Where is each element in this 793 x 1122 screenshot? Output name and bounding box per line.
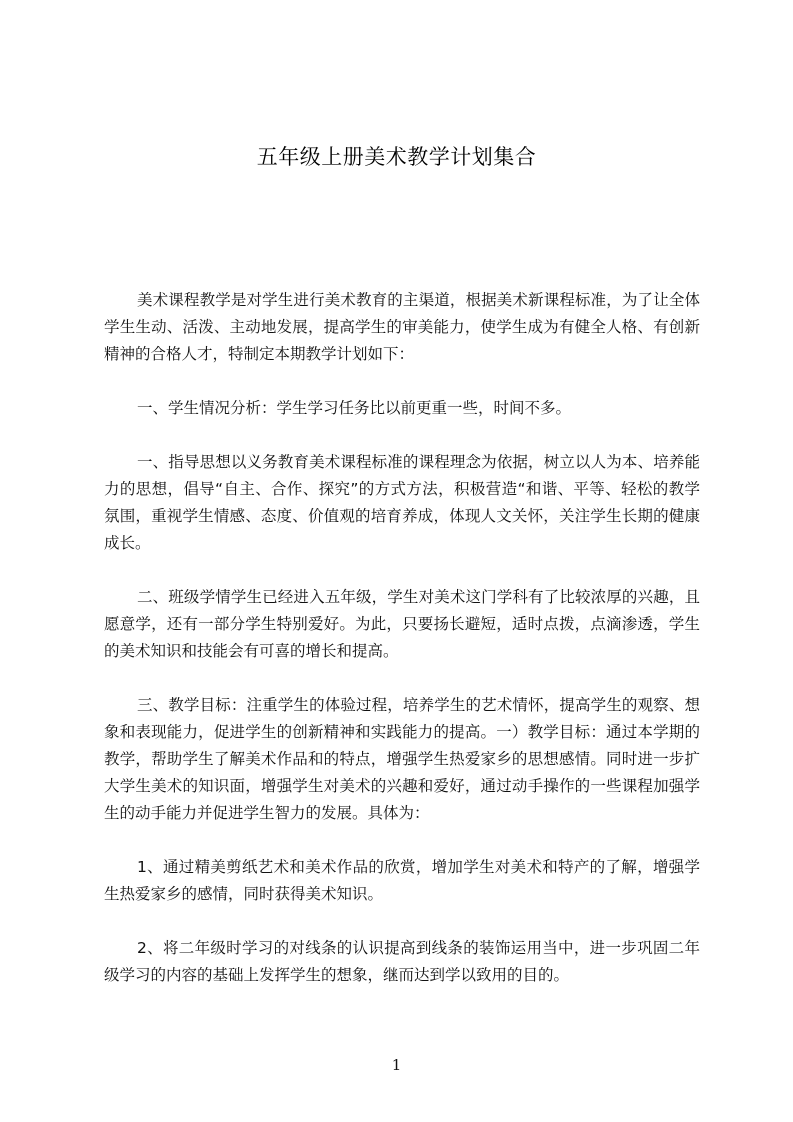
paragraph-class-situation: 二、班级学情学生已经进入五年级，学生对美术这门学科有了比较浓厚的兴趣，且愿意学，还有一部分学生特别爱好。为此，只要扬长避短，适时点拨，点滴渗透，学生的美术知识和技能会有可喜的增长和提高。 [104, 588, 700, 660]
document-body [104, 287, 700, 989]
paragraph-goal-1: 1、通过精美剪纸艺术和美术作品的欣赏，增加学生对美术和特产的了解，增强学生热爱家乡的感情，同时获得美术知识。 [104, 858, 700, 903]
paragraph-intro: 美术课程教学是对学生进行美术教育的主渠道，根据美术新课程标准，为了让全体学生生动、活泼、主动地发展，提高学生的审美能力，使学生成为有健全人格、有创新精神的合格人才，特制定本期教学计划如下： [104, 291, 700, 363]
paragraph-guiding-ideology: 一、指导思想以义务教育美术课程标准的课程理念为依据，树立以人为本、培养能力的思想，倡导“自主、合作、探究”的方式方法，积极营造“和谐、平等、轻松的教学氛围，重视学生情感、态度、价值观的培育养成，体现人文关怀，关注学生长期的健康成长。 [104, 453, 700, 552]
paragraph-teaching-goals: 三、教学目标：注重学生的体验过程，培养学生的艺术情怀，提高学生的观察、想象和表现能力，促进学生的创新精神和实践能力的提高。一）教学目标：通过本学期的教学，帮助学生了解美术作品和的特点，增强学生热爱家乡的思想感情。同时进一步扩大学生美术的知识面，增强学生对美术的兴趣和爱好，通过动手操作的一些课程加强学生的动手能力并促进学生智力的发展。具体为： [104, 696, 700, 822]
document-title: 五年级上册美术教学计划集合 [256, 145, 537, 169]
paragraph-goal-2: 2、将二年级时学习的对线条的认识提高到线条的装饰运用当中，进一步巩固二年级学习的内容的基础上发挥学生的想象，继而达到学以致用的目的。 [104, 939, 700, 984]
page-number: 1 [391, 1056, 402, 1074]
paragraph-student-analysis: 一、学生情况分析：学生学习任务比以前更重一些，时间不多。 [137, 399, 572, 417]
